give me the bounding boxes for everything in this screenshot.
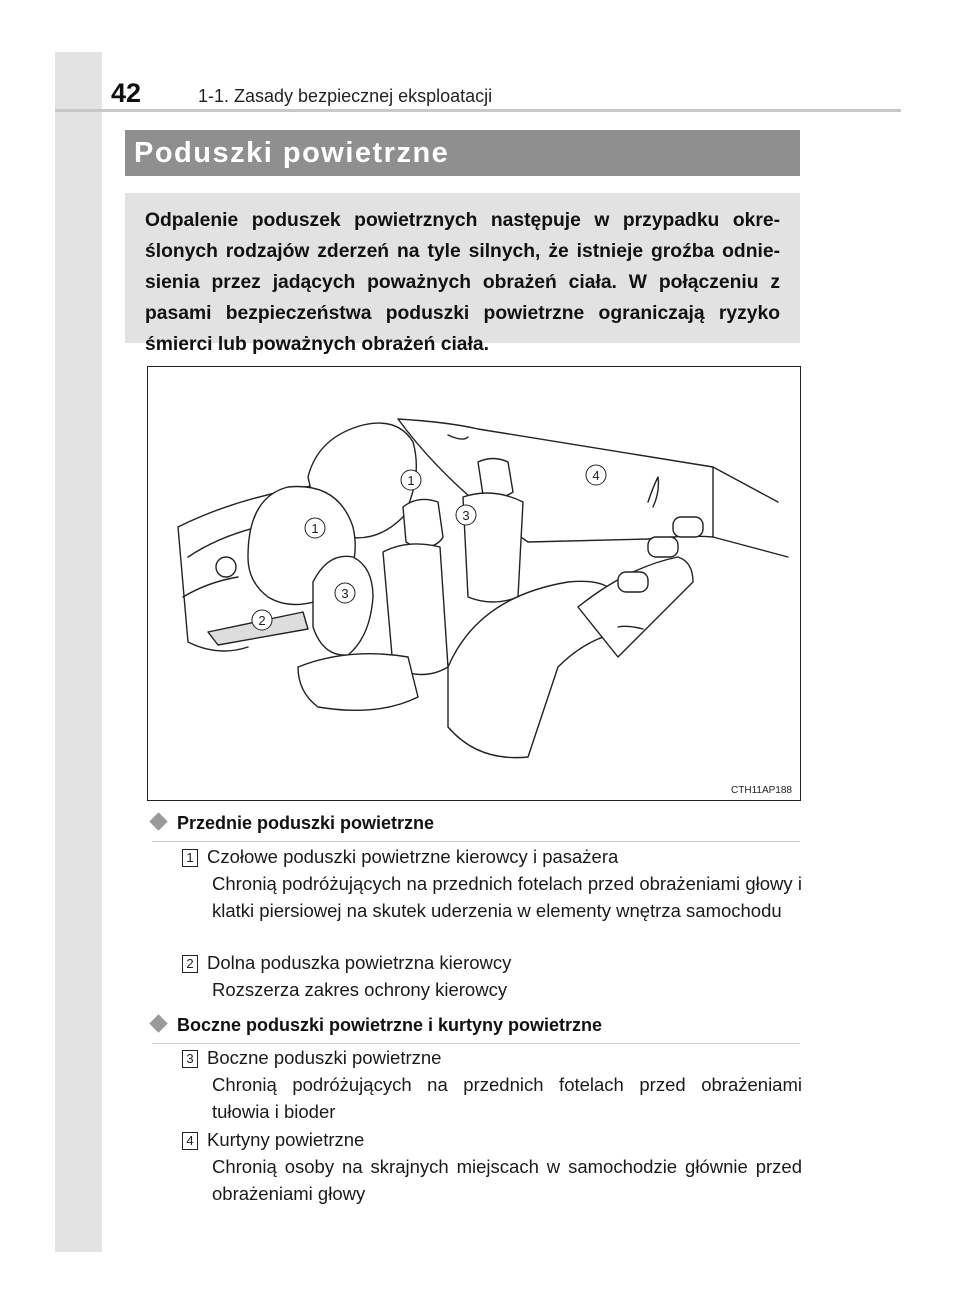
list-item-1 bbox=[182, 846, 802, 924]
header-rule bbox=[55, 109, 901, 112]
item-title: Czołowe poduszki powietrzne kierowcy i pasażera bbox=[207, 846, 619, 867]
svg-text:1: 1 bbox=[407, 473, 415, 488]
section-rule bbox=[152, 841, 800, 842]
item-description: Chronią podróżujących na przednich fotelach przed obrażeniami głowy i klatki piersiowej na skutek uderzenia w elementy wnętrza samochodu bbox=[212, 873, 802, 921]
side-margin-band bbox=[55, 52, 102, 1252]
number-box-icon: 2 bbox=[182, 955, 198, 973]
item-title: Dolna poduszka powietrzna kierowcy bbox=[207, 952, 512, 973]
intro-text: Odpalenie poduszek powietrznych następuje w przypadku okre-ślonych rodzajów zderzeń na tyle silnych, że istnieje groźba odnie-sienia przez jadących poważnych obrażeń ciała. W połączeniu z pasami bezpieczeństwa poduszki powietrzne ograniczają ryzyko śmierci lub poważnych obrażeń ciała. bbox=[145, 210, 780, 355]
callout-1-passenger bbox=[401, 470, 421, 490]
diamond-bullet-icon bbox=[149, 812, 167, 830]
list-item-4 bbox=[182, 1129, 802, 1207]
airbag-illustration bbox=[147, 366, 801, 801]
figure-code: CTH11AP188 bbox=[731, 785, 792, 796]
section-heading-front: Przednie poduszki powietrzne bbox=[152, 813, 434, 834]
callout-layer bbox=[148, 367, 800, 800]
item-description: Chronią osoby na skrajnych miejscach w samochodzie głównie przed obrażeniami głowy bbox=[212, 1156, 802, 1204]
callout-1-driver bbox=[305, 518, 325, 538]
page-title: Poduszki powietrzne bbox=[134, 137, 450, 169]
section-rule bbox=[152, 1043, 800, 1044]
diamond-bullet-icon bbox=[149, 1014, 167, 1032]
callout-4-curtain bbox=[586, 465, 606, 485]
callout-3-passenger-side bbox=[456, 505, 476, 525]
svg-text:3: 3 bbox=[341, 586, 349, 601]
svg-text:4: 4 bbox=[592, 468, 600, 483]
title-bar bbox=[125, 130, 800, 176]
number-box-icon: 4 bbox=[182, 1132, 198, 1150]
section-heading-side: Boczne poduszki powietrzne i kurtyny powietrzne bbox=[152, 1015, 602, 1036]
item-title: Kurtyny powietrzne bbox=[207, 1129, 365, 1150]
item-description: Chronią podróżujących na przednich fotelach przed obrażeniami tułowia i bioder bbox=[212, 1074, 802, 1122]
number-box-icon: 1 bbox=[182, 849, 198, 867]
intro-box bbox=[125, 193, 800, 355]
item-title: Boczne poduszki powietrzne bbox=[207, 1047, 442, 1068]
item-description: Rozszerza zakres ochrony kierowcy bbox=[212, 979, 508, 1000]
callout-2-knee bbox=[252, 610, 272, 630]
callout-3-driver-side bbox=[335, 583, 355, 603]
header-section-title: 1-1. Zasady bezpiecznej eksploatacji bbox=[198, 86, 493, 106]
list-item-3 bbox=[182, 1047, 802, 1125]
number-box-icon: 3 bbox=[182, 1050, 198, 1068]
svg-text:1: 1 bbox=[311, 521, 319, 536]
svg-text:2: 2 bbox=[258, 613, 266, 628]
page-number: 42 bbox=[111, 78, 142, 108]
svg-text:3: 3 bbox=[462, 508, 470, 523]
list-item-2 bbox=[182, 952, 802, 1003]
